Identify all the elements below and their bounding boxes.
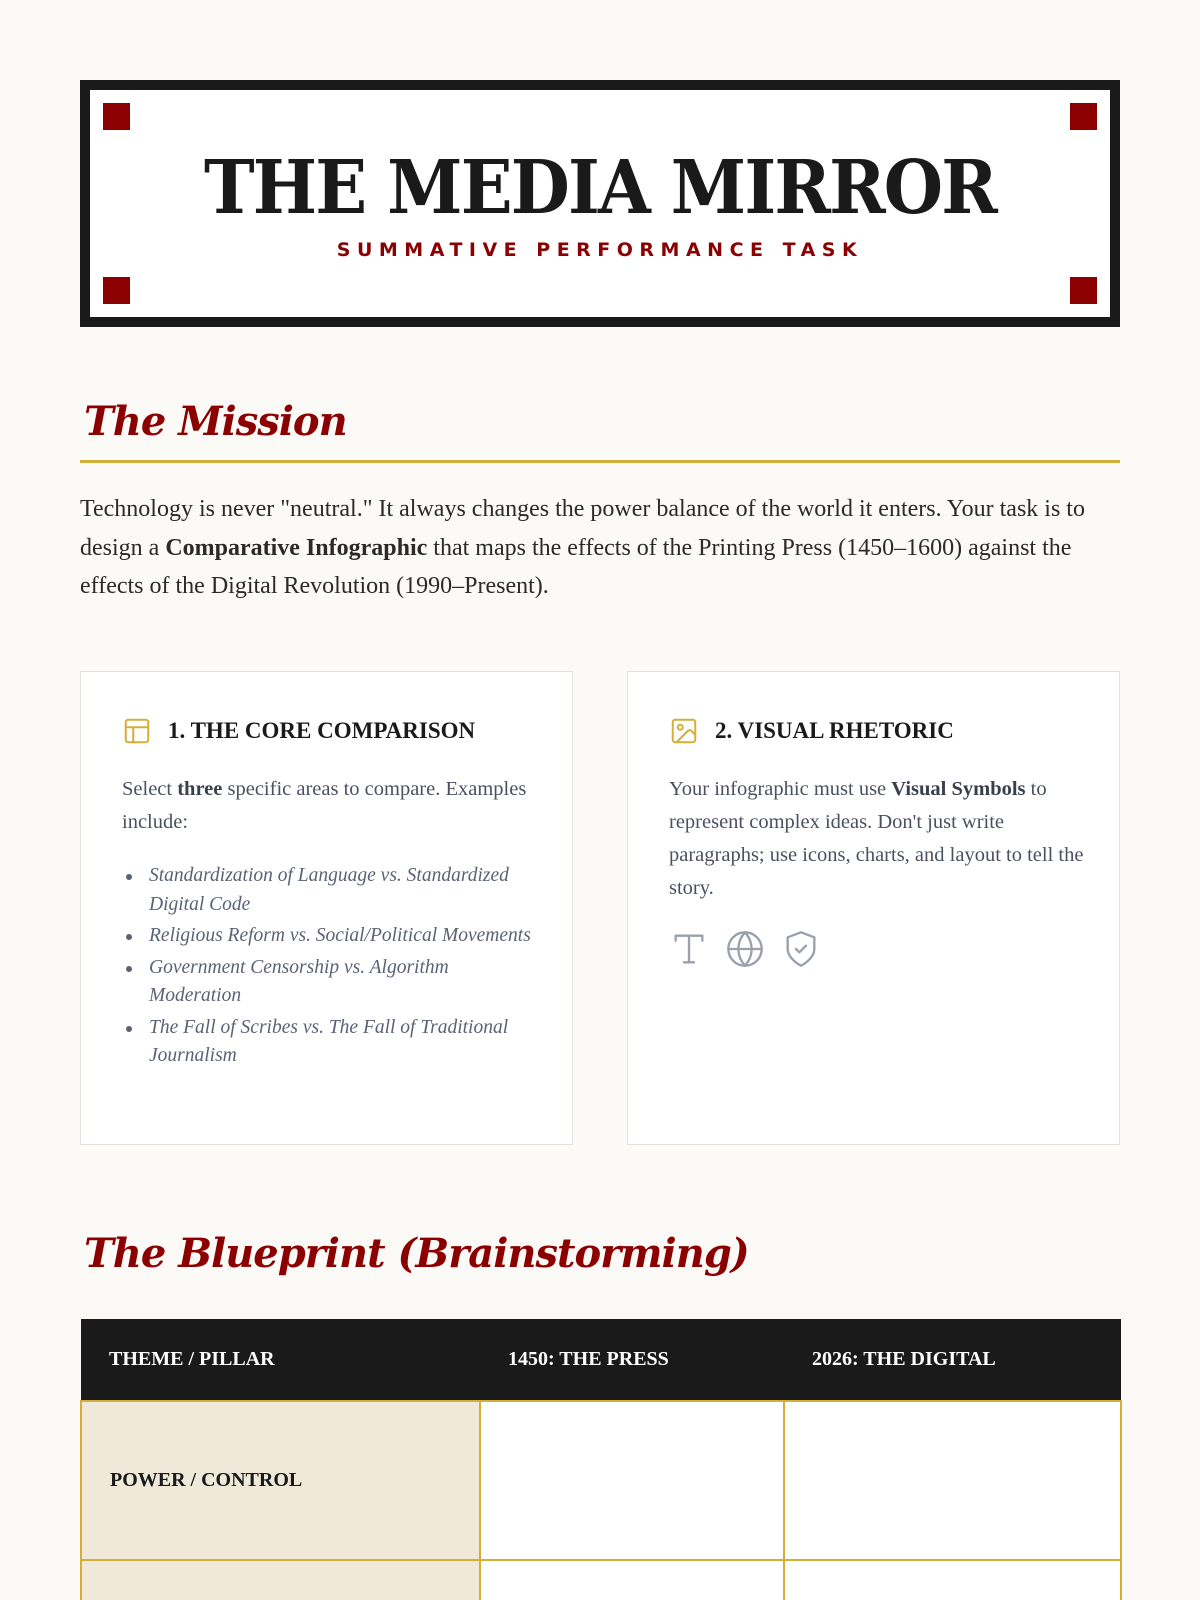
card-body-part: Your infographic must use (669, 778, 892, 800)
examples-list (122, 862, 542, 1074)
card-body-emphasis: three (177, 778, 223, 800)
digital-cell[interactable] (784, 1560, 1121, 1600)
visual-rhetoric-card (627, 671, 1120, 1145)
layout-icon (122, 716, 152, 746)
corner-ornament (103, 103, 130, 130)
card-body-part: Select (122, 778, 178, 800)
card-body (122, 773, 542, 839)
card-header (669, 716, 954, 746)
card-body-part: to represent complex ideas. Don't just write paragraphs; use icons, charts, and layout to tell the story. (669, 778, 1084, 899)
mission-text (80, 490, 1140, 606)
table-row (81, 1560, 1121, 1600)
corner-ornament (1070, 277, 1097, 304)
blueprint-table (80, 1319, 1122, 1600)
blueprint-heading: The Blueprint (Brainstorming) (84, 1230, 749, 1277)
title-banner (80, 80, 1120, 327)
corner-ornament (103, 277, 130, 304)
corner-ornament (1070, 103, 1097, 130)
table-row (81, 1401, 1121, 1560)
list-item: The Fall of Scribes vs. The Fall of Traditional Journalism (122, 1014, 542, 1071)
page-subtitle: SUMMATIVE PERFORMANCE TASK (336, 239, 864, 261)
press-cell[interactable] (480, 1401, 784, 1560)
mission-text-emphasis: Comparative Infographic (165, 534, 428, 561)
card-title: 1. THE CORE COMPARISON (168, 718, 476, 743)
digital-cell[interactable] (784, 1401, 1121, 1560)
theme-cell: POWER / CONTROL (81, 1401, 480, 1560)
card-header (122, 716, 475, 746)
mission-text-part: Technology is never "neutral." It always changes the power balance of the world it enters. Your task is to design a (80, 496, 1085, 561)
section-divider (80, 460, 1120, 463)
symbol-icons (669, 929, 821, 969)
list-item: Standardization of Language vs. Standardized Digital Code (122, 862, 542, 919)
image-icon (669, 716, 699, 746)
column-header-digital: 2026: THE DIGITAL (784, 1319, 1121, 1401)
card-body-part: specific areas to compare. Examples include: (122, 778, 527, 833)
core-comparison-card (80, 671, 573, 1145)
list-item: Government Censorship vs. Algorithm Moderation (122, 954, 542, 1011)
theme-cell (81, 1560, 480, 1600)
shield-check-icon (781, 929, 821, 969)
press-cell[interactable] (480, 1560, 784, 1600)
mission-heading: The Mission (84, 398, 347, 445)
card-body (669, 773, 1089, 905)
card-body-emphasis: Visual Symbols (891, 778, 1026, 800)
list-item: Religious Reform vs. Social/Political Movements (122, 922, 542, 951)
page-title: THE MEDIA MIRROR (203, 145, 997, 231)
table-header-row (81, 1319, 1121, 1401)
type-icon (669, 929, 709, 969)
column-header-theme: THEME / PILLAR (81, 1319, 480, 1401)
column-header-press: 1450: THE PRESS (480, 1319, 784, 1401)
globe-icon (725, 929, 765, 969)
mission-text-part: that maps the effects of the Printing Press (1450–1600) against the effects of the Digital Revolution (1990–Present). (80, 534, 1072, 599)
card-title: 2. VISUAL RHETORIC (715, 718, 954, 743)
